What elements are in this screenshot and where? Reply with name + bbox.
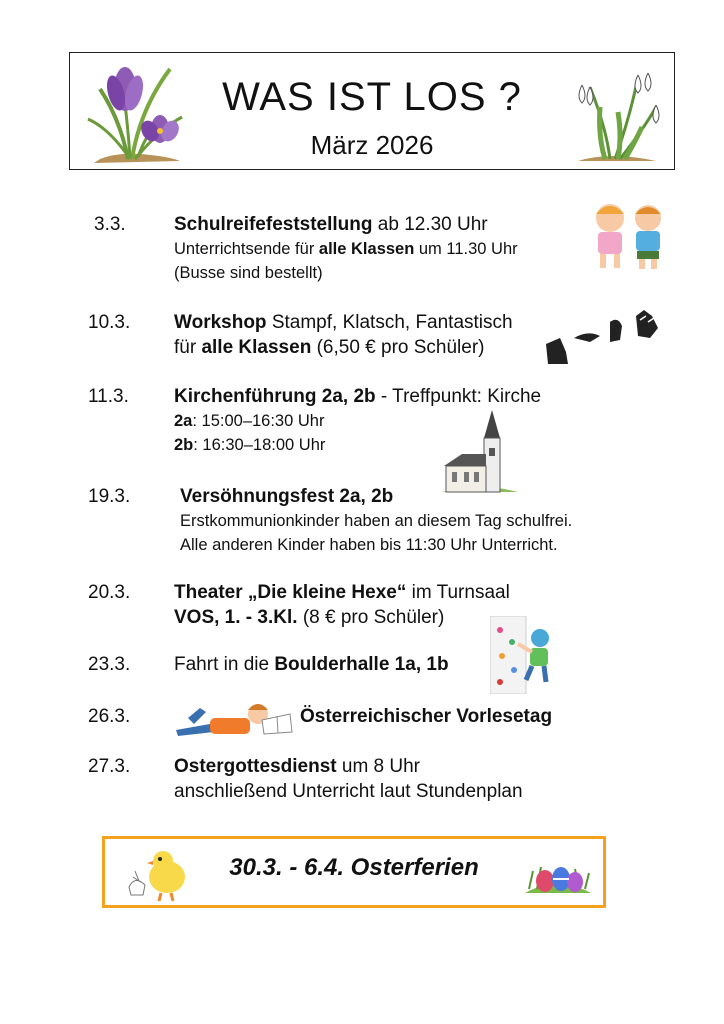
children-icon [584,198,674,274]
event-detail-line: Erstkommunionkinder haben an diesem Tag schulfrei. [180,512,573,530]
event-detail-line: VOS, 1. - 3.Kl. (8 € pro Schüler) [174,607,445,628]
header-box [69,52,675,170]
event-date: 19.3. [88,486,131,507]
holiday-text: 30.3. - 6.4. Osterferien [229,854,479,881]
event-detail-line: Unterrichtsende für alle Klassen um 11.30 Uhr [174,240,518,258]
reading-boy-icon [170,696,296,742]
event-date: 27.3. [88,756,131,777]
climber-icon [490,616,556,694]
event-3-3 [174,212,518,285]
event-title-line: Theater „Die kleine Hexe“ im Turnsaal [174,582,510,603]
crocus-icon [80,59,190,167]
event-title-line: Versöhnungsfest 2a, 2b [180,486,394,507]
event-title-line: Workshop Stampf, Klatsch, Fantastisch [174,312,513,333]
event-date: 10.3. [88,312,131,333]
event-detail-line: für alle Klassen (6,50 € pro Schüler) [174,337,485,358]
event-title-line: Ostergottesdienst um 8 Uhr [174,756,421,777]
holiday-box [102,836,606,908]
easter-eggs-icon [523,849,593,899]
event-detail-line: 2a: 15:00–16:30 Uhr [174,412,325,430]
event-date: 23.3. [88,654,131,675]
event-detail-line: (Busse sind bestellt) [174,264,323,282]
page-subtitle: März 2026 [310,130,434,160]
event-detail-line: 2b: 16:30–18:00 Uhr [174,436,326,454]
event-19-3 [180,484,572,557]
event-title-line: Österreichischer Vorlesetag [300,706,553,727]
event-26-3 [300,704,552,729]
snowdrop-icon [560,57,670,167]
event-date: 11.3. [88,386,129,407]
page-title: WAS IST LOS ? [222,75,522,119]
hands-clapping-icon [540,308,666,370]
event-20-3 [174,580,510,630]
event-27-3 [174,754,523,804]
event-detail-line: anschließend Unterricht laut Stundenplan [174,781,523,802]
event-title-line: Kirchenführung 2a, 2b - Treffpunkt: Kirche [174,386,542,407]
event-title-line: Schulreifefeststellung ab 12.30 Uhr [174,214,488,235]
event-date: 20.3. [88,582,131,603]
event-10-3 [174,310,513,360]
church-icon [440,408,520,496]
event-detail-line: Alle anderen Kinder haben bis 11:30 Uhr Unterricht. [180,536,558,554]
event-date: 26.3. [88,706,131,727]
event-date: 3.3. [94,214,126,235]
event-title-line: Fahrt in die Boulderhalle 1a, 1b [174,654,449,675]
event-23-3 [174,652,449,677]
